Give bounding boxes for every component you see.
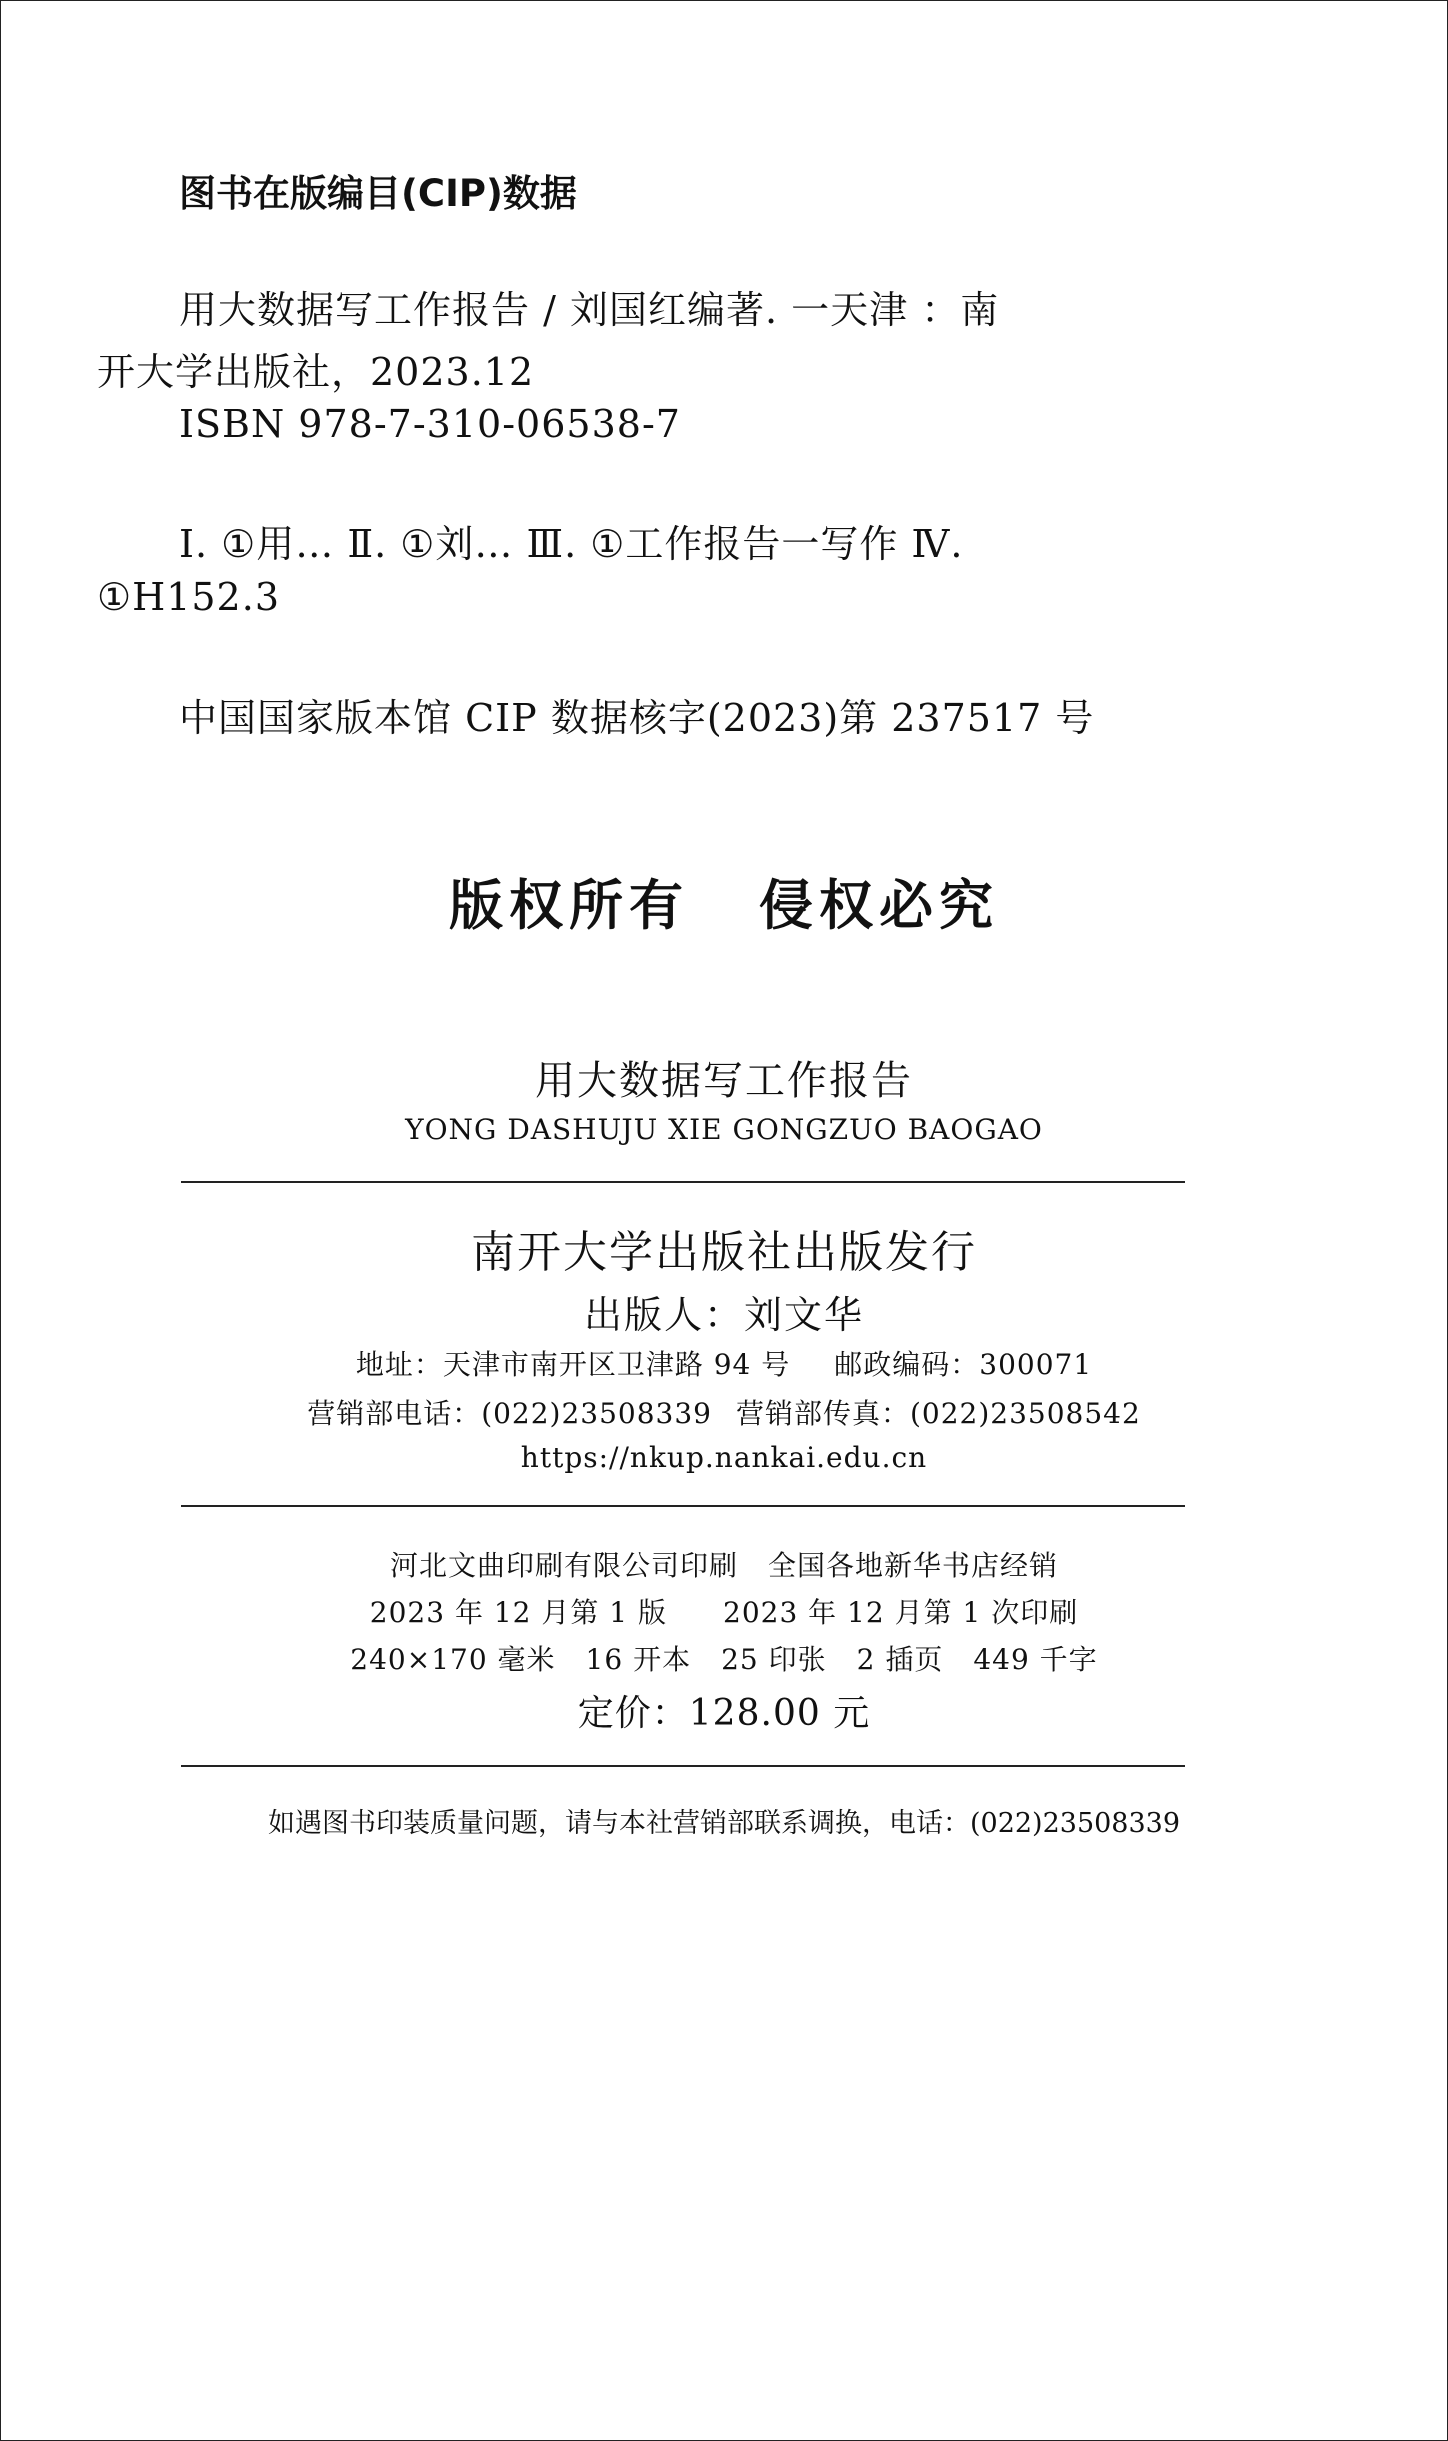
publisher-website: https://nkup.nankai.edu.cn: [520, 1441, 928, 1474]
sales-phone: 营销部电话：(022)23508339: [307, 1397, 712, 1430]
cip-classification: Ⅰ. ①用… Ⅱ. ①刘… Ⅲ. ①工作报告一写作 Ⅳ.: [179, 522, 964, 566]
printer: 河北文曲印刷有限公司印刷: [389, 1549, 738, 1582]
book-size: 240×170 毫米: [350, 1643, 556, 1676]
publisher-postcode: 邮政编码：300071: [834, 1348, 1093, 1381]
edition: 2023 年 12 月第 1 版: [369, 1596, 667, 1629]
publisher-name: 南开大学出版社出版发行: [471, 1227, 977, 1278]
word-count: 449 千字: [973, 1643, 1098, 1676]
cip-isbn: ISBN 978-7-310-06538-7: [179, 402, 681, 446]
inserts: 2 插页: [856, 1643, 944, 1676]
copyright-all-rights: 版权所有: [449, 874, 689, 937]
publisher-address: 地址：天津市南开区卫津路 94 号: [355, 1348, 791, 1381]
cip-publisher-line: 开大学出版社，2023.12: [97, 350, 535, 394]
impression: 2023 年 12 月第 1 次印刷: [723, 1596, 1079, 1629]
price: 定价：128.00 元: [577, 1693, 871, 1734]
specification-line: [1, 1638, 1447, 1678]
divider: [181, 1181, 1185, 1183]
publisher-person: 出版人：刘文华: [583, 1293, 864, 1337]
cip-title-line: 用大数据写工作报告 / 刘国红编著. 一天津 ：南: [179, 288, 1000, 332]
book-title: 用大数据写工作报告: [535, 1058, 913, 1104]
contact-line: [1, 1392, 1447, 1432]
cip-classification-code: ①H152.3: [97, 575, 280, 619]
sales-fax: 营销部传真：(022)23508542: [736, 1397, 1141, 1430]
cip-heading: 图书在版编目(CIP)数据: [179, 172, 577, 215]
book-format: 16 开本: [585, 1643, 692, 1676]
copyright-notice: [1, 863, 1447, 940]
cip-verification-number: 中国国家版本馆 CIP 数据核字(2023)第 237517 号: [179, 696, 1095, 740]
distributor: 全国各地新华书店经销: [768, 1549, 1059, 1582]
edition-line: [1, 1591, 1447, 1631]
print-sheets: 25 印张: [721, 1643, 827, 1676]
quality-notice: 如遇图书印装质量问题，请与本社营销部联系调换，电话：(022)23508339: [267, 1808, 1181, 1839]
address-line: [1, 1343, 1447, 1383]
divider: [181, 1765, 1185, 1767]
printing-line: [1, 1544, 1447, 1584]
copyright-infringement: 侵权必究: [759, 874, 999, 937]
book-title-pinyin: YONG DASHUJU XIE GONGZUO BAOGAO: [405, 1113, 1043, 1146]
divider: [181, 1505, 1185, 1507]
